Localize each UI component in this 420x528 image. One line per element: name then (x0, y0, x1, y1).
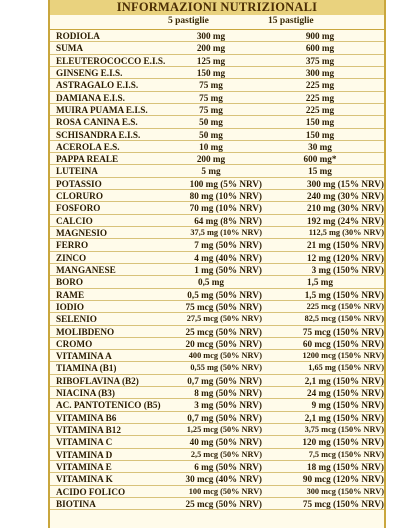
nutrient-name: ASTRAGALO E.I.S. (56, 80, 139, 91)
value-15-tablets: 30 mg (308, 141, 332, 152)
value-15-tablets: 2,1 mg (150% NRV) (304, 375, 384, 386)
table-row (50, 399, 384, 411)
value-5-tablets: 25 mcg (50% NRV) (185, 326, 262, 337)
value-15-tablets: 18 mg (150% NRV) (307, 461, 384, 472)
value-5-tablets: 4 mg (40% NRV) (194, 252, 262, 263)
value-5-tablets: 0,5 mg (50% NRV) (187, 289, 262, 300)
table-row (50, 178, 384, 190)
value-5-tablets: 0,7 mg (50% NRV) (187, 375, 262, 386)
nutrient-name: CALCIO (56, 215, 93, 226)
value-15-tablets: 375 mg (305, 55, 335, 66)
nutrient-name: IODIO (56, 301, 85, 312)
nutrient-name: ZINCO (56, 252, 87, 263)
value-5-tablets: 75 mg (199, 80, 223, 91)
nutrient-name: FOSFORO (56, 203, 101, 214)
value-5-tablets: 80 mg (10% NRV) (189, 191, 262, 202)
nutrient-name: SCHISANDRA E.I.S. (56, 129, 141, 140)
table-row (50, 313, 384, 325)
nutrition-table (50, 30, 384, 510)
nutrient-name: AC. PANTOTENICO (B5) (56, 400, 161, 411)
value-15-tablets: 2,1 mg (150% NRV) (304, 412, 384, 423)
table-row (50, 461, 384, 473)
table-row (50, 252, 384, 264)
table-row (50, 92, 384, 104)
value-5-tablets: 50 mg (199, 117, 223, 128)
table-row (50, 473, 384, 485)
nutrient-name: CLORURO (56, 191, 103, 202)
value-15-tablets: 90 mcg (120% NRV) (302, 474, 384, 485)
table-row (50, 412, 384, 424)
nutrient-name: RIBOFLAVINA (B2) (56, 375, 139, 386)
value-15-tablets: 600 mg* (303, 154, 337, 165)
nutrient-name: VITAMINA B6 (56, 412, 117, 423)
value-5-tablets: 70 mg (10% NRV) (189, 203, 262, 214)
nutrient-name: VITAMINA D (56, 449, 113, 460)
column-header-5-tablets: 5 pastiglie (168, 16, 209, 26)
value-5-tablets: 37,5 mg (10% NRV) (190, 228, 262, 237)
value-15-tablets: 1,5 mg (150% NRV) (304, 289, 384, 300)
nutrient-name: SUMA (56, 43, 84, 54)
table-row (50, 153, 384, 165)
value-15-tablets: 112,5 mg (30% NRV) (308, 228, 384, 237)
value-15-tablets: 3,75 mcg (150% NRV) (304, 425, 384, 434)
table-row (50, 190, 384, 202)
column-header-15-tablets: 15 pastiglie (268, 16, 314, 26)
value-5-tablets: 64 mg (8% NRV) (194, 215, 262, 226)
value-15-tablets: 150 mg (305, 117, 335, 128)
nutrient-name: ELEUTEROCOCCO E.I.S. (56, 55, 166, 66)
value-15-tablets: 225 mg (305, 104, 335, 115)
table-row (50, 42, 384, 54)
nutrient-name: CROMO (56, 338, 93, 349)
table-row (50, 436, 384, 448)
nutrient-name: POTASSIO (56, 178, 102, 189)
value-5-tablets: 3 mg (50% NRV) (194, 400, 262, 411)
nutrient-name: MANGANESE (56, 264, 116, 275)
value-15-tablets: 225 mg (305, 80, 335, 91)
value-15-tablets: 7,5 mcg (150% NRV) (308, 449, 384, 459)
table-row (50, 375, 384, 387)
value-15-tablets: 300 mcg (150% NRV) (306, 486, 384, 496)
table-row (50, 486, 384, 498)
table-row (50, 424, 384, 436)
table-row (50, 387, 384, 399)
value-5-tablets: 30 mcg (40% NRV) (185, 474, 262, 485)
table-row (50, 141, 384, 153)
table-row (50, 116, 384, 128)
nutrient-name: RAME (56, 289, 85, 300)
value-15-tablets: 60 mcg (150% NRV) (302, 338, 384, 349)
value-5-tablets: 25 mcg (50% NRV) (185, 498, 262, 509)
table-row (50, 362, 384, 374)
nutrient-name: ACEROLA E.S. (56, 141, 120, 152)
value-5-tablets: 5 mg (201, 166, 221, 177)
table-row (50, 326, 384, 338)
nutrient-name: LUTEINA (56, 166, 98, 177)
table-row (50, 30, 384, 42)
table-row (50, 67, 384, 79)
value-15-tablets: 15 mg (308, 166, 332, 177)
value-5-tablets: 2,5 mcg (50% NRV) (190, 449, 262, 459)
value-5-tablets: 75 mg (199, 104, 223, 115)
value-15-tablets: 75 mcg (150% NRV) (302, 498, 384, 509)
value-15-tablets: 75 mcg (150% NRV) (302, 326, 384, 337)
table-row (50, 289, 384, 301)
value-15-tablets: 150 mg (305, 129, 335, 140)
value-5-tablets: 400 mcg (50% NRV) (188, 351, 262, 361)
nutrient-name: MUIRA PUAMA E.I.S. (56, 104, 148, 115)
value-5-tablets: 20 mcg (50% NRV) (185, 338, 262, 349)
value-15-tablets: 1,5 mg (306, 277, 334, 288)
value-5-tablets: 7 mg (50% NRV) (194, 240, 262, 251)
value-5-tablets: 75 mg (199, 92, 223, 103)
value-15-tablets: 120 mg (150% NRV) (302, 437, 384, 448)
table-row (50, 301, 384, 313)
nutrient-name: ACIDO FOLICO (56, 486, 126, 497)
value-15-tablets: 24 mg (150% NRV) (307, 388, 384, 399)
table-row (50, 129, 384, 141)
value-15-tablets: 192 mg (24% NRV) (307, 215, 384, 226)
table-row (50, 165, 384, 177)
nutrient-name: BORO (56, 277, 84, 288)
table-row (50, 276, 384, 288)
value-5-tablets: 200 mg (196, 154, 226, 165)
value-5-tablets: 125 mg (196, 55, 226, 66)
table-row (50, 215, 384, 227)
value-5-tablets: 0,7 mg (50% NRV) (187, 412, 262, 423)
table-row (50, 239, 384, 251)
nutrient-name: VITAMINA K (56, 474, 113, 485)
value-5-tablets: 8 mg (50% NRV) (194, 388, 262, 399)
value-15-tablets: 3 mg (150% NRV) (311, 264, 384, 275)
value-15-tablets: 1200 mcg (150% NRV) (302, 351, 384, 361)
value-15-tablets: 900 mg (305, 31, 335, 41)
nutrient-name: NIACINA (B3) (56, 388, 115, 399)
table-row (50, 104, 384, 116)
value-5-tablets: 150 mg (196, 67, 226, 78)
nutrient-name: VITAMINA A (56, 351, 112, 362)
value-5-tablets: 100 mg (5% NRV) (189, 178, 262, 189)
nutrient-name: FERRO (56, 240, 89, 251)
value-5-tablets: 1,25 mcg (50% NRV) (186, 425, 262, 434)
nutrient-name: BIOTINA (56, 498, 96, 509)
value-5-tablets: 27,5 mcg (50% NRV) (186, 314, 262, 324)
table-title: INFORMAZIONI NUTRIZIONALI (50, 0, 384, 15)
nutrient-name: VITAMINA E (56, 461, 112, 472)
nutrient-name: RODIOLA (56, 31, 100, 41)
table-row (50, 79, 384, 91)
nutrient-name: VITAMINA C (56, 437, 113, 448)
column-headers (50, 15, 384, 30)
nutrient-name: PAPPA REALE (56, 154, 119, 165)
table-row (50, 227, 384, 239)
value-5-tablets: 0,5 mg (197, 277, 225, 288)
value-15-tablets: 9 mg (150% NRV) (311, 400, 384, 411)
value-15-tablets: 225 mcg (150% NRV) (306, 301, 384, 311)
table-row (50, 498, 384, 510)
nutrient-name: DAMIANA E.I.S. (56, 92, 125, 103)
value-15-tablets: 210 mg (30% NRV) (307, 203, 384, 214)
nutrient-name: GINSENG E.I.S. (56, 67, 123, 78)
value-5-tablets: 40 mg (50% NRV) (189, 437, 262, 448)
value-15-tablets: 21 mg (150% NRV) (307, 240, 384, 251)
value-15-tablets: 300 mg (305, 67, 335, 78)
nutrient-name: MOLIBDENO (56, 326, 115, 337)
table-row (50, 338, 384, 350)
value-15-tablets: 240 mg (30% NRV) (307, 191, 384, 202)
nutrient-name: MAGNESIO (56, 228, 108, 238)
nutrient-name: VITAMINA B12 (56, 425, 121, 435)
value-15-tablets: 82,5 mcg (150% NRV) (304, 314, 384, 324)
value-15-tablets: 300 mg (15% NRV) (307, 178, 384, 189)
value-5-tablets: 200 mg (196, 43, 226, 54)
value-15-tablets: 225 mg (305, 92, 335, 103)
value-15-tablets: 12 mg (120% NRV) (307, 252, 384, 263)
table-row (50, 264, 384, 276)
value-5-tablets: 75 mcg (50% NRV) (185, 301, 262, 312)
nutrient-name: SELENIO (56, 314, 97, 325)
value-5-tablets: 100 mcg (50% NRV) (188, 486, 262, 496)
value-5-tablets: 6 mg (50% NRV) (194, 461, 262, 472)
value-5-tablets: 50 mg (199, 129, 223, 140)
value-15-tablets: 1,65 mg (150% NRV) (308, 363, 384, 373)
nutrient-name: ROSA CANINA E.S. (56, 117, 138, 128)
table-row (50, 202, 384, 214)
nutrient-name: TIAMINA (B1) (56, 363, 117, 374)
table-row (50, 55, 384, 67)
nutrition-panel (48, 0, 386, 528)
value-15-tablets: 600 mg (305, 43, 335, 54)
table-row (50, 350, 384, 362)
value-5-tablets: 1 mg (50% NRV) (194, 264, 262, 275)
value-5-tablets: 300 mg (196, 31, 226, 41)
value-5-tablets: 0,55 mg (50% NRV) (190, 363, 262, 373)
value-5-tablets: 10 mg (199, 141, 223, 152)
table-row (50, 449, 384, 461)
